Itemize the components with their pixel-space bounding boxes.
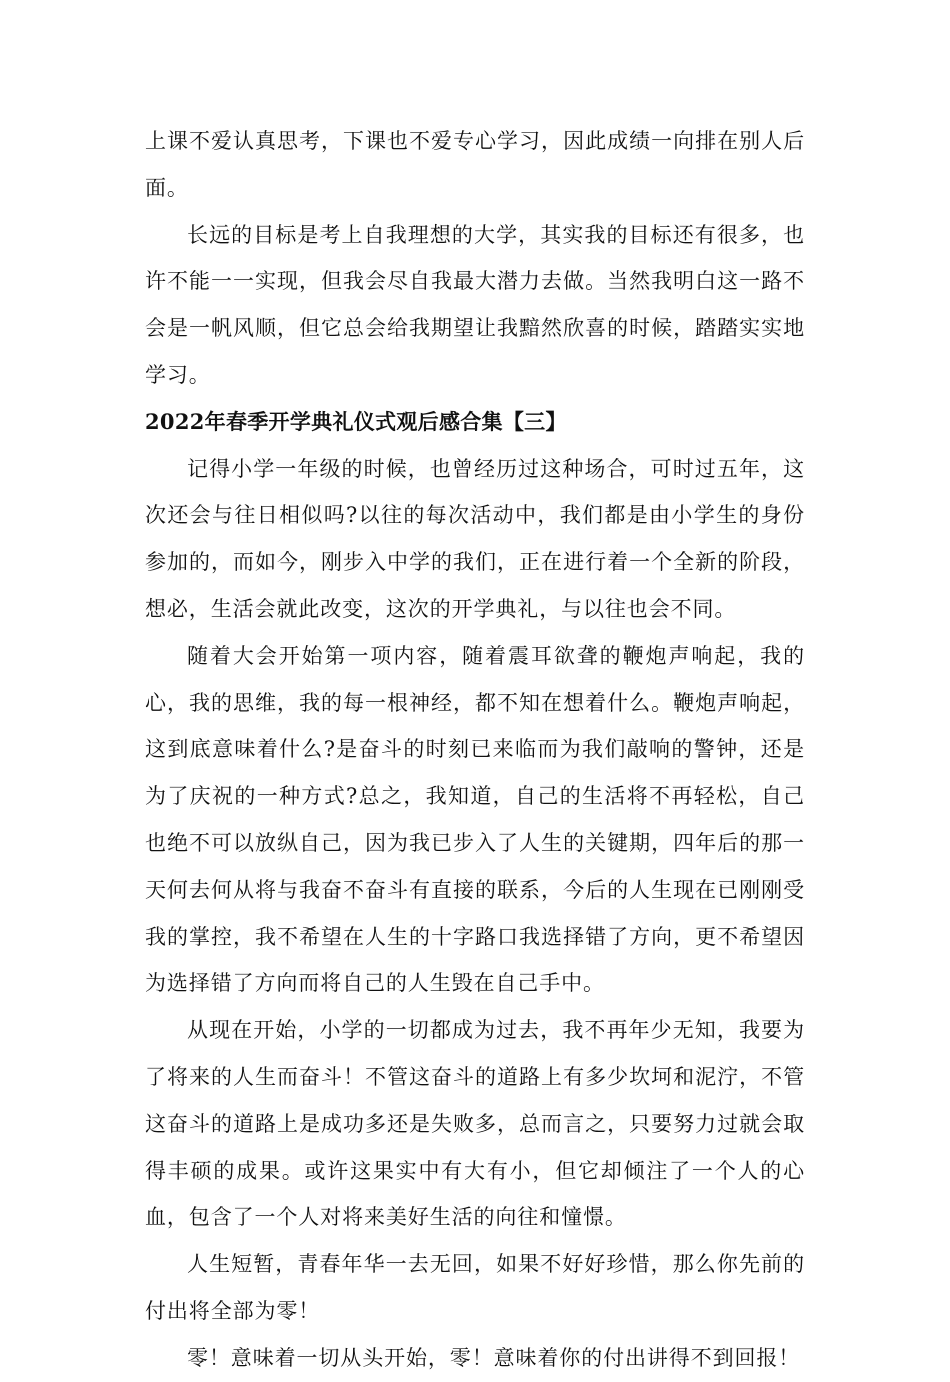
paragraph: 零！意味着一切从头开始，零！意味着你的付出讲得不到回报！ — [187, 1345, 801, 1370]
paragraph: 从现在开始，小学的一切都成为过去，我不再年少无知，我要为了将来的人生而奋斗！不管这奋斗的道路上有多少坎坷和泥泞，不管这奋斗的道路上是成功多还是失败多，总而言之，只要努力过就会取得丰硕的成果。或许这果实中有大有小，但它却倾注了一个人的心血，包含了一个人对将来美好生活的向往和憧憬。 — [145, 1018, 805, 1230]
document-body — [145, 118, 805, 1382]
paragraph: 人生短暂，青春年华一去无回，如果不好好珍惜，那么你先前的付出将全部为零！ — [145, 1252, 805, 1323]
paragraph: 记得小学一年级的时候，也曾经历过这种场合，可时过五年，这次还会与往日相似吗?以往的每次活动中，我们都是由小学生的身份参加的，而如今，刚步入中学的我们，正在进行着一个全新的阶段，想必，生活会就此改变，这次的开学典礼，与以往也会不同。 — [145, 456, 805, 621]
paragraph: 长远的目标是考上自我理想的大学，其实我的目标还有很多，也许不能一一实现，但我会尽自我最大潜力去做。当然我明白这一路不会是一帆风顺，但它总会给我期望让我黯然欣喜的时候，踏踏实实地学习。 — [145, 222, 805, 387]
paragraph: 随着大会开始第一项内容，随着震耳欲聋的鞭炮声响起，我的心，我的思维，我的每一根神经，都不知在想着什么。鞭炮声响起，这到底意味着什么?是奋斗的时刻已来临而为我们敲响的警钟，还是为了庆祝的一种方式?总之，我知道，自己的生活将不再轻松，自己也绝不可以放纵自己，因为我已步入了人生的关键期，四年后的那一天何去何从将与我奋不奋斗有直接的联系，今后的人生现在已刚刚受我的掌控，我不希望在人生的十字路口我选择错了方向，更不希望因为选择错了方向而将自己的人生毁在自己手中。 — [145, 643, 805, 996]
section-heading: 2022年春季开学典礼仪式观后感合集【三】 — [145, 408, 567, 434]
paragraph-continued: 上课不爱认真思考，下课也不爱专心学习，因此成绩一向排在别人后面。 — [145, 129, 805, 200]
